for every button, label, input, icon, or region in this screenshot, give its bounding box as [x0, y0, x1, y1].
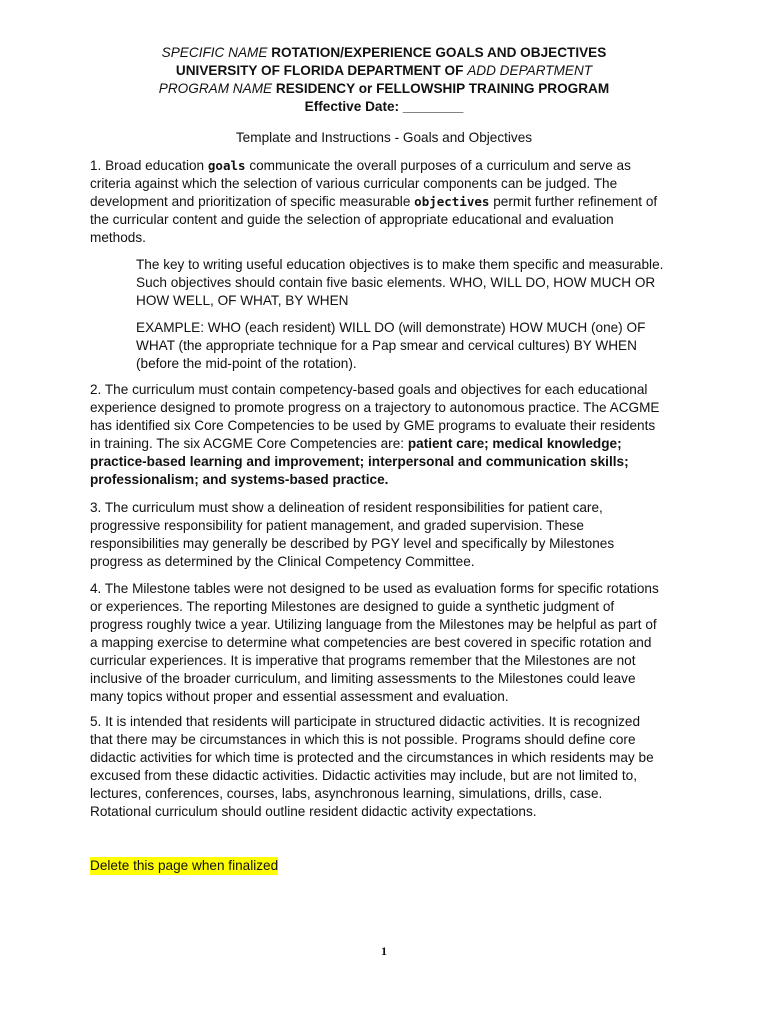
p1-line-4: the curricular content and guide the selection of appropriate educational and evaluation — [90, 212, 614, 227]
paragraph-1 — [90, 157, 680, 247]
objectives-guidance-block — [136, 256, 680, 310]
p5-line: Rotational curriculum should outline resident didactic activity expectations. — [90, 804, 537, 819]
p4-line: curricular experiences. It is imperative that programs remember that the Milestones are not — [90, 653, 636, 668]
program-name-placeholder: PROGRAM NAME — [158, 81, 273, 96]
p5-line: lectures, conferences, courses, labs, asynchronous learning, simulations, drills, case. — [90, 786, 603, 801]
p5-line: excused from these didactic activities. Didactic activities may include, but are not limited to, — [90, 768, 638, 783]
p5-line: didactic activities for which time is protected and the circumstances in which residents may be — [90, 750, 654, 765]
paragraph-4 — [90, 580, 680, 706]
p2-line-6: professionalism; and systems-based practice. — [90, 472, 389, 487]
p3-line: 3. The curriculum must show a delineation of resident responsibilities for patient care, — [90, 500, 603, 515]
p2-line-1: 2. The curriculum must contain competency-based goals and objectives for each educational — [90, 382, 648, 397]
p4-line: many topics without proper and essential assessment and evaluation. — [90, 689, 509, 704]
p3-line: responsibilities may generally be described by PGY level and specifically by Milestones — [90, 536, 615, 551]
example-line: WHAT (the appropriate technique for a Pap smear and cervical cultures) BY WHEN — [136, 338, 637, 353]
header-title: ROTATION/EXPERIENCE GOALS AND OBJECTIVES — [271, 45, 607, 60]
example-line: EXAMPLE: WHO (each resident) WILL DO (will demonstrate) HOW MUCH (one) OF — [136, 320, 646, 335]
p2-line-2: experience designed to promote progress on a trajectory to autonomous practice. The ACGME — [90, 400, 660, 415]
p5-line: 5. It is intended that residents will participate in structured didactic activities. It is recognized — [90, 714, 641, 729]
header-line-1 — [0, 44, 768, 62]
p2-line-4 — [90, 435, 680, 453]
p1-text: permit further refinement of — [489, 194, 658, 209]
p4-line: a mapping exercise to determine what competencies are best covered in specific rotation and — [90, 635, 652, 650]
example-line: (before the mid-point of the rotation). — [136, 356, 357, 371]
objectives-term: objectives — [414, 194, 490, 209]
delete-page-note: Delete this page when finalized — [90, 858, 279, 873]
p4-line: inclusive of the broader curriculum, and limiting assessments to the Milestones could leave — [90, 671, 636, 686]
document-subtitle: Template and Instructions - Goals and Objectives — [235, 130, 533, 145]
effective-date: Effective Date: ________ — [304, 99, 464, 114]
p5-line: that there may be circumstances in which this is not possible. Programs should define core — [90, 732, 636, 747]
p4-line: progress roughly twice a year. Utilizing language from the Milestones may be helpful as part of — [90, 617, 657, 632]
p1-text: development and prioritization of specific measurable — [90, 194, 415, 209]
paragraph-3 — [90, 499, 680, 571]
department-placeholder: ADD DEPARTMENT — [467, 63, 593, 78]
p3-line: progress as determined by the Clinical Competency Committee. — [90, 554, 475, 569]
p4-line: or experiences. The reporting Milestones are designed to guide a synthetic judgment of — [90, 599, 615, 614]
program-type: RESIDENCY or FELLOWSHIP TRAINING PROGRAM — [275, 81, 610, 96]
page-number: 1 — [381, 944, 387, 958]
header-line-2 — [0, 62, 768, 80]
p3-line: progressive responsibility for patient management, and graded supervision. These — [90, 518, 584, 533]
guidance-line: Such objectives should contain five basic elements. WHO, WILL DO, HOW MUCH OR — [136, 275, 656, 290]
paragraph-2 — [90, 381, 680, 489]
p1-text: 1. Broad education — [90, 158, 208, 173]
example-block — [136, 319, 680, 373]
p2-line-5: practice-based learning and improvement; interpersonal and communication skills; — [90, 454, 629, 469]
university-department: UNIVERSITY OF FLORIDA DEPARTMENT OF — [175, 63, 464, 78]
header-line-3 — [0, 80, 768, 98]
p1-line-3 — [90, 193, 680, 211]
p1-line-5: methods. — [90, 230, 146, 245]
p4-line: 4. The Milestone tables were not designed to be used as evaluation forms for specific rotations — [90, 581, 659, 596]
guidance-line: The key to writing useful education objectives is to make them specific and measurable. — [136, 257, 664, 272]
goals-term: goals — [207, 158, 246, 173]
header-line-4 — [0, 98, 768, 116]
paragraph-5 — [90, 713, 680, 821]
p2-text: in training. The six ACGME Core Competencies are: — [90, 436, 408, 451]
p2-line-3: has identified six Core Competencies to be used by GME programs to evaluate their residents — [90, 418, 656, 433]
p1-text: communicate the overall purposes of a curriculum and serve as — [245, 158, 631, 173]
competencies-list: patient care; medical knowledge; — [407, 436, 622, 451]
rotation-name-placeholder: SPECIFIC NAME — [161, 45, 268, 60]
p1-line-2: criteria against which the selection of various curricular components can be judged. The — [90, 176, 618, 191]
p1-line-1 — [90, 157, 680, 175]
guidance-line: HOW WELL, OF WHAT, BY WHEN — [136, 293, 349, 308]
